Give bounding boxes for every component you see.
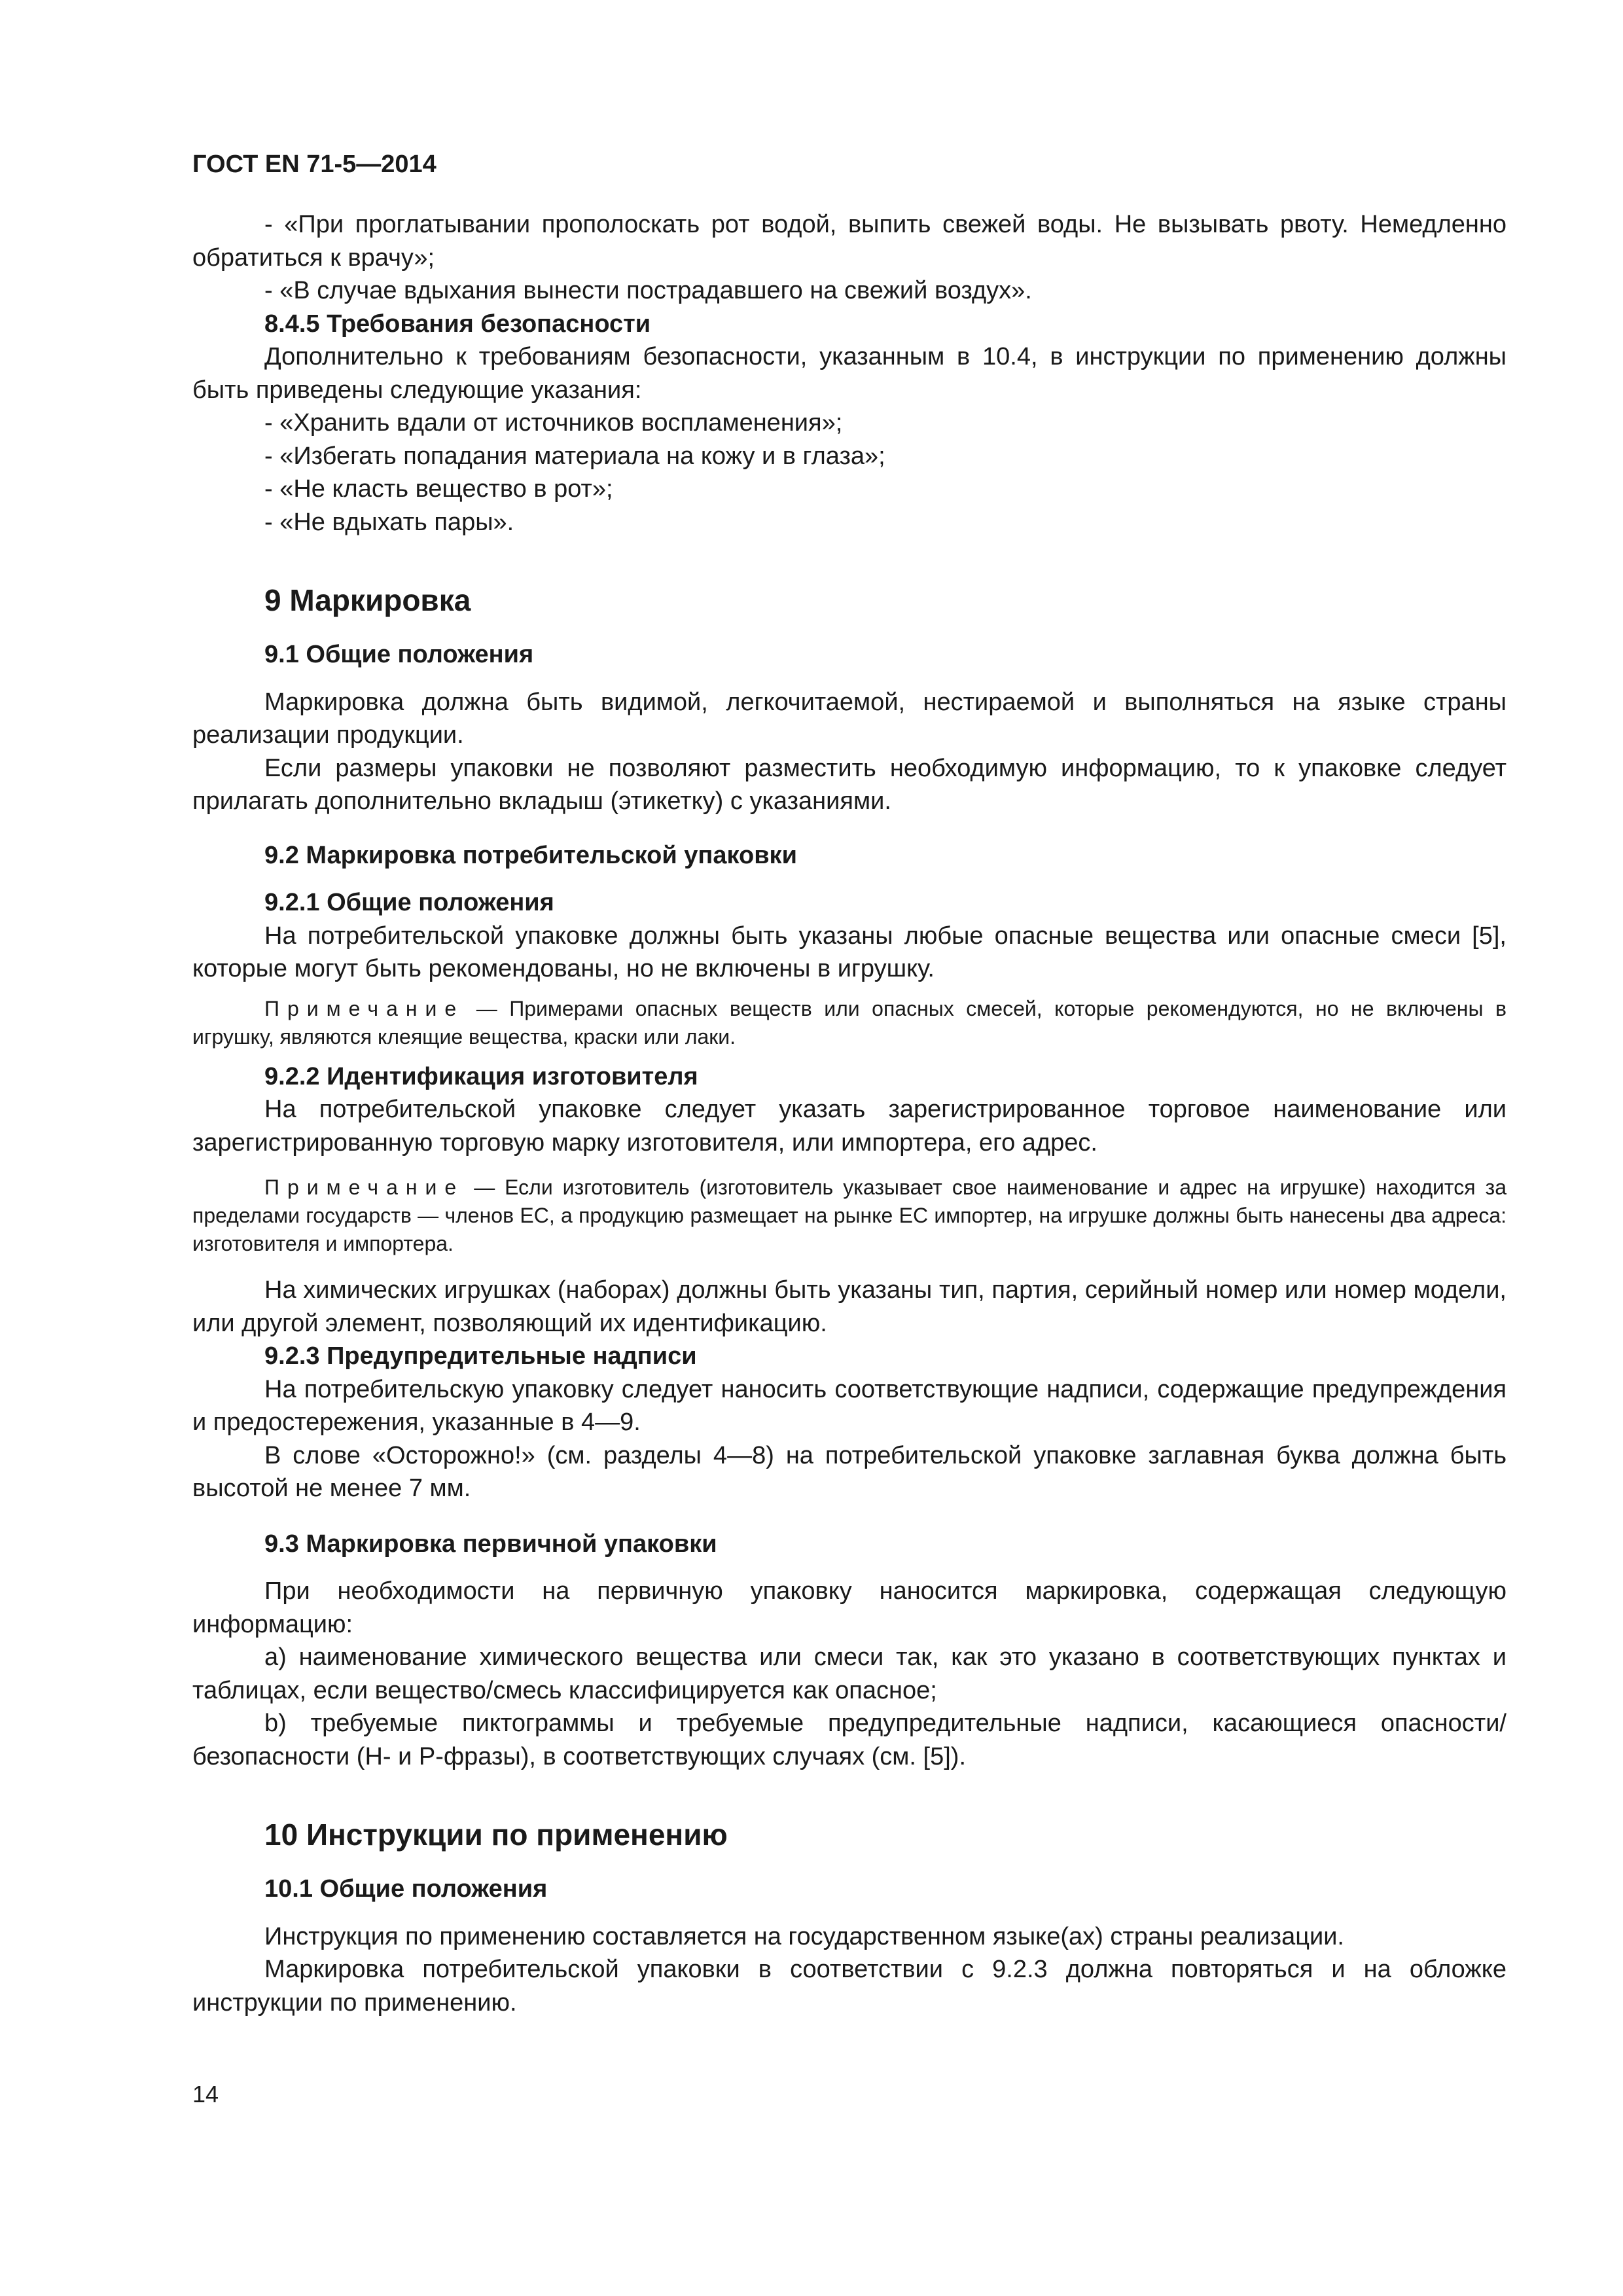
clause-title-10-1: 10.1 Общие положения bbox=[264, 1875, 548, 1903]
list-item: - «Не класть вещество в рот»; bbox=[264, 475, 613, 503]
paragraph: При необходимости на первичную упаковку наносится маркировка, содержащая следующую информацию: bbox=[192, 1577, 1507, 1638]
section-title-9: 9 Маркировка bbox=[264, 583, 471, 617]
list-item: - «Избегать попадания материала на кожу и в глаза»; bbox=[264, 442, 885, 470]
list-item: а) наименование химического вещества или смеси так, как это указано в соответствующих пунктах и таблицах, если вещество/смесь классифицируется как опасное; bbox=[192, 1643, 1507, 1704]
document-page bbox=[192, 148, 1507, 2019]
clause-title-9-3: 9.3 Маркировка первичной упаковки bbox=[264, 1530, 717, 1558]
paragraph: Дополнительно к требованиям безопасности, указанным в 10.4, в инструкции по применению должны быть приведены следующие указания: bbox=[192, 343, 1507, 404]
paragraph: На потребительскую упаковку следует наносить соответствующие надписи, содержащие предупреждения и предостережения, указанные в 4—9. bbox=[192, 1375, 1507, 1436]
list-item: b) требуемые пиктограммы и требуемые предупредительные надписи, касающиеся опасности/безопасности (Н- и Р-фразы), в соответствующих случаях (см. [5]). bbox=[192, 1710, 1507, 1770]
document-code: ГОСТ EN 71-5—2014 bbox=[192, 151, 437, 178]
paragraph: - «При проглатывании прополоскать рот водой, выпить свежей воды. Не вызывать рвоту. Немедленно обратиться к врачу»; bbox=[192, 211, 1507, 272]
paragraph: Маркировка потребительской упаковки в соответствии с 9.2.3 должна повторяться и на обложке инструкции по применению. bbox=[192, 1956, 1507, 2017]
clause-title-9-2: 9.2 Маркировка потребительской упаковки bbox=[264, 841, 797, 869]
list-item: - «Хранить вдали от источников воспламенения»; bbox=[264, 409, 843, 437]
paragraph: На химических игрушках (наборах) должны быть указаны тип, партия, серийный номер или номер модели, или другой элемент, позволяющий их идентификацию. bbox=[192, 1276, 1507, 1337]
section-title-10: 10 Инструкции по применению bbox=[264, 1818, 728, 1852]
note-label: Примечание bbox=[264, 1175, 465, 1199]
paragraph: - «В случае вдыхания вынести пострадавшего на свежий воздух». bbox=[264, 277, 1032, 304]
clause-title-9-2-1: 9.2.1 Общие положения bbox=[264, 889, 554, 916]
list-item: - «Не вдыхать пары». bbox=[264, 508, 514, 536]
clause-title-8-4-5: 8.4.5 Требования безопасности bbox=[264, 310, 651, 338]
paragraph: На потребительской упаковке следует указать зарегистрированное торговое наименование или зарегистрированную торговую марку изготовителя, или импортера, его адрес. bbox=[192, 1096, 1507, 1157]
note bbox=[192, 1174, 1507, 1258]
paragraph: Если размеры упаковки не позволяют разместить необходимую информацию, то к упаковке следует прилагать дополнительно вкладыш (этикетку) с указаниями. bbox=[192, 754, 1507, 815]
note bbox=[192, 995, 1507, 1051]
clause-title-9-2-2: 9.2.2 Идентификация изготовителя bbox=[264, 1062, 698, 1090]
paragraph: Маркировка должна быть видимой, легкочитаемой, нестираемой и выполняться на языке страны реализации продукции. bbox=[192, 688, 1507, 749]
page-number: 14 bbox=[192, 2081, 219, 2108]
note-label: Примечание bbox=[264, 996, 465, 1020]
paragraph: В слове «Осторожно!» (см. разделы 4—8) на потребительской упаковке заглавная буква должна быть высотой не менее 7 мм. bbox=[192, 1441, 1507, 1502]
note-text: — Примерами опасных веществ или опасных смесей, которые рекомендуются, но не включены в игрушку, являются клеящие вещества, краски или лаки. bbox=[192, 996, 1507, 1049]
paragraph: Инструкция по применению составляется на государственном языке(ах) страны реализации. bbox=[264, 1922, 1344, 1950]
clause-title-9-2-3: 9.2.3 Предупредительные надписи bbox=[264, 1342, 697, 1370]
clause-title-9-1: 9.1 Общие положения bbox=[264, 641, 534, 668]
paragraph: На потребительской упаковке должны быть указаны любые опасные вещества или опасные смеси [5], которые могут быть рекомендованы, но не включены в игрушку. bbox=[192, 922, 1507, 982]
note-text: — Если изготовитель (изготовитель указывает свое наименование и адрес на игрушке) находится за пределами государств — членов ЕС, а продукцию размещает на рынке ЕС импортер, на игрушке должны быть нанесены два адреса: изготовителя и импортера. bbox=[192, 1175, 1507, 1255]
